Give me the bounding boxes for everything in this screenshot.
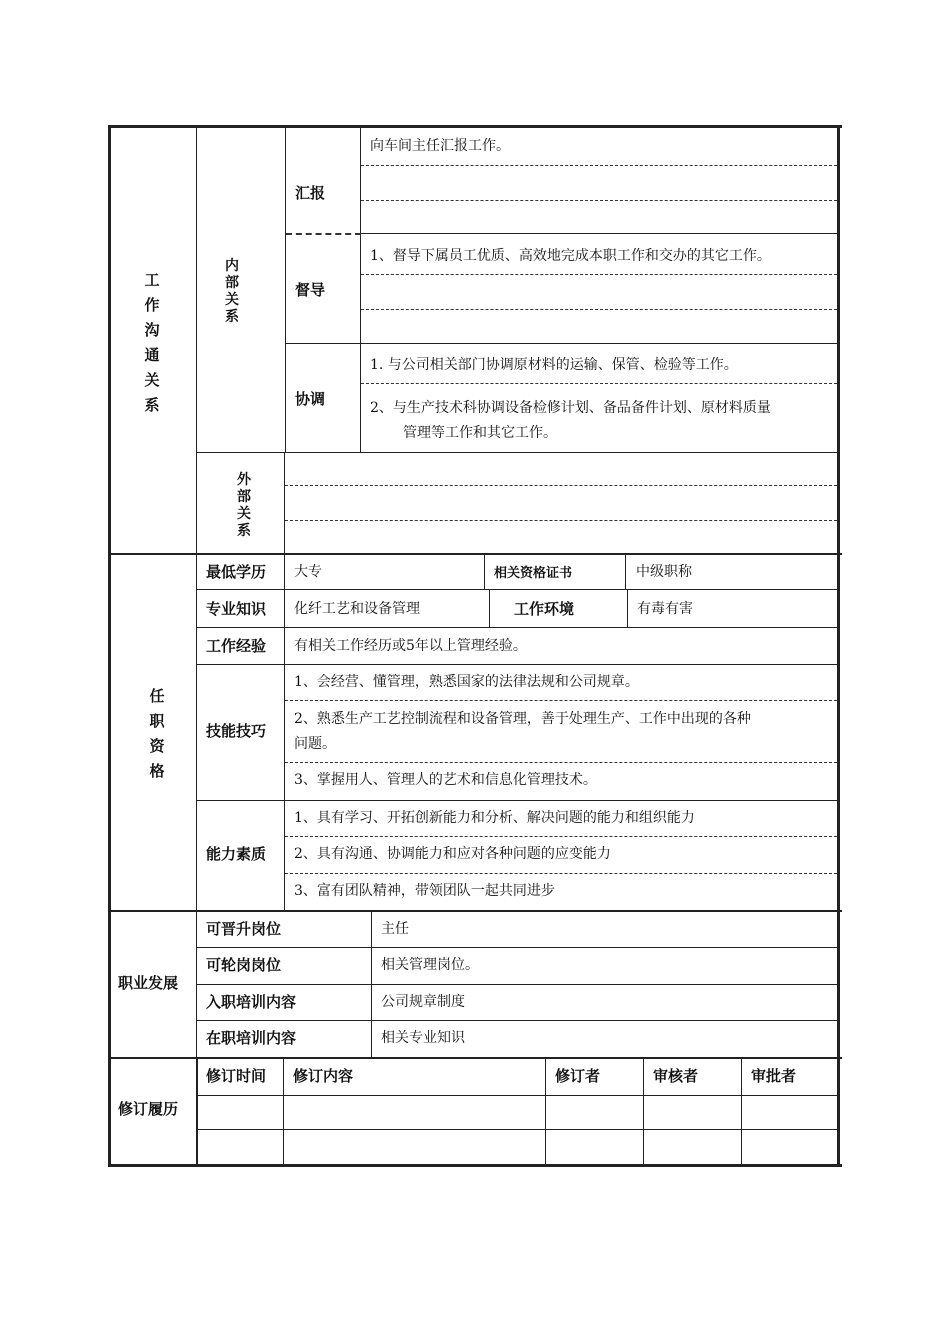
skill-3: 3、掌握用人、管理人的艺术和信息化管理技术。 <box>294 772 597 788</box>
onjob-training-label: 在职培训内容 <box>206 1029 297 1047</box>
ability-label: 能力素质 <box>206 845 267 863</box>
entry-row-line <box>197 1020 837 1021</box>
rotate-label: 可轮岗岗位 <box>206 956 282 974</box>
coordinate-label: 协调 <box>295 390 326 408</box>
comm-section-title: 工作沟通关系 <box>144 271 160 414</box>
internal-col-divider <box>285 128 286 452</box>
coordinate-line-1: 1. 与公司相关部门协调原材料的运输、保管、检验等工作。 <box>370 357 738 373</box>
qual-col-divider <box>196 555 197 910</box>
frame-top <box>108 125 842 128</box>
entry-training-value: 公司规章制度 <box>381 994 465 1010</box>
revision-col-1 <box>283 1059 284 1165</box>
sub-label-divider <box>360 128 361 452</box>
supervise-dash-2 <box>361 309 837 310</box>
promote-label: 可晋升岗位 <box>206 920 282 938</box>
promote-value: 主任 <box>381 921 409 937</box>
skill-dash-2 <box>285 762 837 763</box>
qual-label-divider <box>284 555 285 910</box>
internal-bottom-line <box>197 452 837 453</box>
supervise-text: 1、督导下属员工优质、高效地完成本职工作和交办的其它工作。 <box>370 248 771 264</box>
knowledge-label: 专业知识 <box>206 600 267 618</box>
ability-2: 2、具有沟通、协调能力和应对各种问题的应变能力 <box>294 846 611 862</box>
cert-value: 中级职称 <box>636 564 692 580</box>
supervise-row-line <box>286 343 837 344</box>
separator-revision <box>108 1057 842 1059</box>
frame-left <box>108 125 111 1167</box>
env-value: 有毒有害 <box>637 601 693 617</box>
edu-value: 大专 <box>294 564 322 580</box>
edu-label: 最低学历 <box>206 563 267 581</box>
revision-col-4 <box>741 1059 742 1165</box>
report-text: 向车间主任汇报工作。 <box>370 138 510 154</box>
ability-dash-1 <box>285 836 837 837</box>
revision-header-approver: 审批者 <box>751 1067 797 1085</box>
cert-label: 相关资格证书 <box>494 566 573 581</box>
ability-3: 3、富有团队精神，带领团队一起共同进步 <box>294 883 555 899</box>
report-divider <box>286 233 361 235</box>
skill-label: 技能技巧 <box>206 722 267 740</box>
exp-row-line <box>197 664 837 665</box>
internal-title: 内部关系 <box>225 258 239 325</box>
skill-1: 1、会经营、懂管理，熟悉国家的法律法规和公司规章。 <box>294 674 639 690</box>
separator-career <box>108 910 842 912</box>
supervise-label: 督导 <box>295 281 326 299</box>
external-dash-2 <box>285 520 837 521</box>
career-col-divider <box>196 912 197 1058</box>
supervise-dash-1 <box>361 274 837 275</box>
rotate-value: 相关管理岗位。 <box>381 957 479 973</box>
qual-section-title: 任职资格 <box>149 687 165 780</box>
knowledge-value: 化纤工艺和设备管理 <box>294 601 420 617</box>
knowledge-row-line <box>197 627 837 628</box>
skill-2a: 2、熟悉生产工艺控制流程和设备管理，善于处理生产、工作中出现的各种 <box>294 711 751 727</box>
entry-training-label: 入职培训内容 <box>206 993 297 1011</box>
revision-col-3 <box>643 1059 644 1165</box>
edu-row-line <box>197 589 837 590</box>
exp-value: 有相关工作经历或5年以上管理经验。 <box>294 638 527 654</box>
separator-qual <box>108 553 842 555</box>
frame-bottom <box>108 1164 842 1167</box>
external-title: 外部关系 <box>237 472 251 539</box>
revision-row-line-1 <box>197 1095 837 1096</box>
cert-divider-right <box>625 555 626 589</box>
cert-divider-left <box>484 555 485 589</box>
external-dash-1 <box>285 485 837 486</box>
env-label: 工作环境 <box>514 600 575 618</box>
revision-header-content: 修订内容 <box>293 1067 354 1085</box>
rotate-row-line <box>197 984 837 985</box>
revision-header-reviser: 修订者 <box>555 1067 601 1085</box>
career-label-divider <box>371 912 372 1058</box>
revision-section-title: 修订履历 <box>118 1100 179 1118</box>
report-dash-2 <box>361 200 837 201</box>
comm-col-divider <box>196 128 197 554</box>
revision-col-2 <box>545 1059 546 1165</box>
coordinate-dash-1 <box>361 383 837 384</box>
env-divider-left <box>489 589 490 627</box>
promote-row-line <box>197 947 837 948</box>
skill-row-line <box>197 800 837 801</box>
skill-2b: 问题。 <box>294 736 336 752</box>
career-section-title: 职业发展 <box>118 974 179 992</box>
skill-dash-1 <box>285 700 837 701</box>
revision-row-line-2 <box>197 1129 837 1130</box>
report-row-line <box>361 233 837 234</box>
report-dash-1 <box>361 165 837 166</box>
revision-header-reviewer: 审核者 <box>653 1067 699 1085</box>
report-label: 汇报 <box>295 184 326 202</box>
env-divider-right <box>627 589 628 627</box>
ability-1: 1、具有学习、开拓创新能力和分析、解决问题的能力和组织能力 <box>294 810 695 826</box>
ability-dash-2 <box>285 873 837 874</box>
frame-right <box>837 125 840 1167</box>
external-col-divider <box>284 452 285 554</box>
coordinate-line-2b: 管理等工作和其它工作。 <box>403 425 557 441</box>
revision-header-time: 修订时间 <box>206 1067 267 1085</box>
revision-col-divider <box>196 1059 198 1165</box>
exp-label: 工作经验 <box>206 637 267 655</box>
onjob-training-value: 相关专业知识 <box>381 1030 465 1046</box>
coordinate-line-2a: 2、与生产技术科协调设备检修计划、备品备件计划、原材料质量 <box>370 400 771 416</box>
